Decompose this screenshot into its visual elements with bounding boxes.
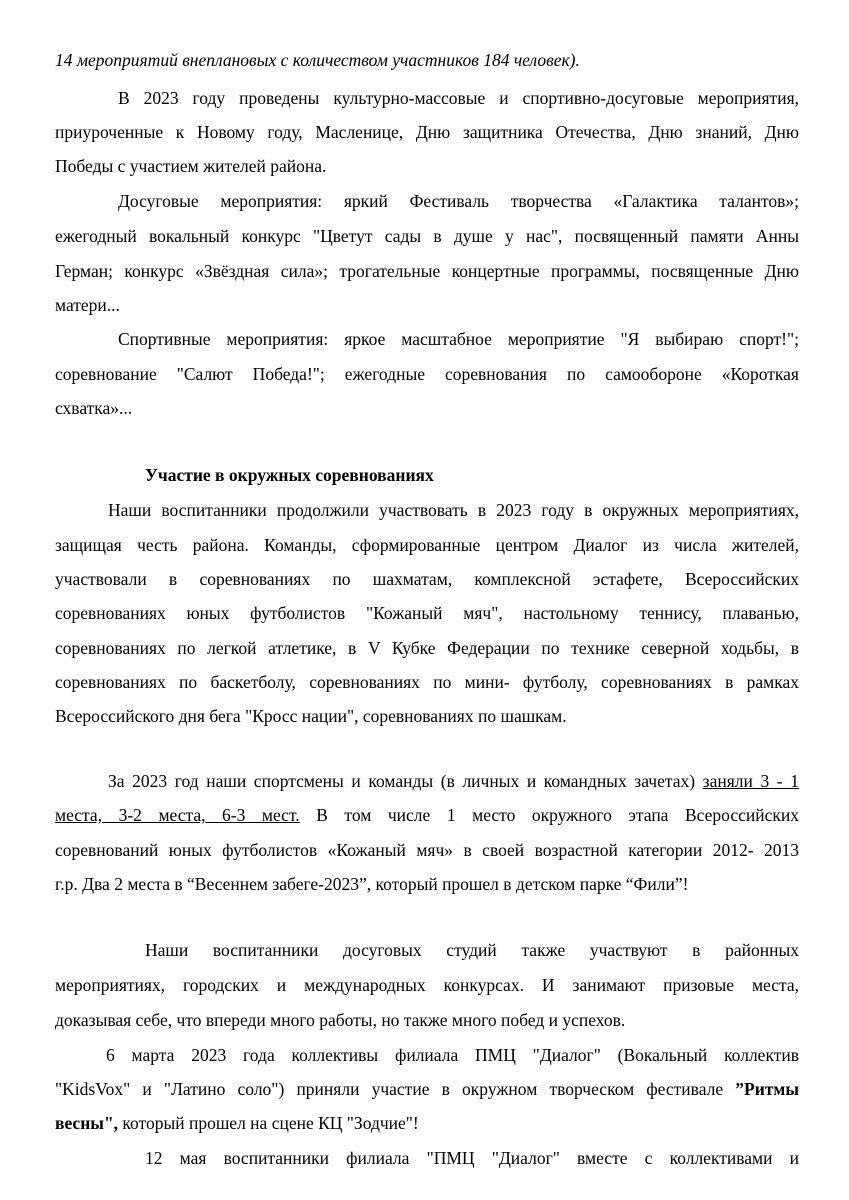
festival-name-bold-cont: весны", [55,1113,119,1133]
paragraph-competitions-line-7: Всероссийского дня бега "Кросс нации", соревнованиях по шашкам. [55,706,567,726]
paragraph-results-line-1 [108,771,799,791]
paragraph-leisure-line-2: ежегодный вокальный конкурс "Цветут сады в душе у нас", посвященный памяти Анны [55,226,799,246]
paragraph-studios-line-2: мероприятиях, городских и международных конкурсах. И занимают призовые места, [55,975,799,995]
paragraph-studios-line-1: Наши воспитанники досуговых студий также участвуют в районных [145,940,799,960]
paragraph-competitions-line-4: соревнованиях юных футболистов "Кожаный мяч", настольному теннису, плаванью, [55,603,799,623]
intro-fragment-line: 14 мероприятий внеплановых с количеством участников 184 человек). [55,50,580,70]
paragraph-competitions-line-3: участвовали в соревнованиях по шахматам, комплексной эстафете, Всероссийских [55,569,799,589]
paragraph-leisure-line-3: Герман; конкурс «Звёздная сила»; трогательные концертные программы, посвященные Дню [55,261,799,281]
paragraph-sport-line-2: соревнование "Салют Победа!"; ежегодные соревнования по самообороне «Короткая [55,364,799,384]
paragraph-results-line-2 [55,805,799,825]
paragraph-competitions-line-5: соревнованиях по легкой атлетике, в V Кубке Федерации по технике северной ходьбы, в [55,638,799,658]
paragraph-events-line-2: приуроченные к Новому году, Масленице, Дню защитника Отечества, Дню знаний, Дню [55,122,799,142]
results-text: За 2023 год наши спортсмены и команды (в личных и командных зачетах) [108,771,703,791]
paragraph-results-line-3: соревнований юных футболистов «Кожаный мяч» в своей возрастной категории 2012- 2013 [55,840,799,860]
paragraph-competitions-line-6: соревнованиях по баскетболу, соревнованиях по мини- футболу, соревнованиях в рамках [55,672,799,692]
paragraph-competitions-line-2: защищая честь района. Команды, сформированные центром Диалог из числа жителей, [55,535,799,555]
paragraph-sport-line-1: Спортивные мероприятия: яркое масштабное мероприятие "Я выбираю спорт!"; [118,329,799,349]
paragraph-events-line-1: В 2023 году проведены культурно-массовые и спортивно-досуговые мероприятия, [118,88,799,108]
paragraph-may-line-1: 12 мая воспитанники филиала "ПМЦ "Диалог" вместе с коллективами и [145,1148,799,1168]
paragraph-festival-line-2 [55,1079,799,1099]
paragraph-leisure-line-4: матери... [55,295,120,315]
paragraph-events-line-3: Победы с участием жителей района. [55,156,327,176]
results-text-cont: В том числе 1 место окружного этапа Всероссийских [299,805,799,825]
paragraph-results-line-4: г.р. Два 2 места в “Весеннем забеге-2023”, который прошел в детском парке “Фили”! [55,874,689,894]
paragraph-sport-line-3: схватка»... [55,398,133,418]
paragraph-leisure-line-1: Досуговые мероприятия: яркий Фестиваль творчества «Галактика талантов»; [118,191,799,211]
paragraph-studios-line-3: доказывая себе, что впереди много работы, но также много побед и успехов. [55,1010,626,1030]
results-places-underlined-cont: места, 3-2 места, 6-3 мест. [55,805,300,825]
festival-name-bold: ”Ритмы [735,1079,799,1099]
paragraph-competitions-line-1: Наши воспитанники продолжили участвовать в 2023 году в окружных мероприятиях, [108,500,799,520]
festival-text: "KidsVox" и "Латино соло") приняли участие в окружном творческом фестивале [55,1079,736,1099]
section-heading: Участие в окружных соревнованиях [145,465,434,485]
results-places-underlined: заняли 3 - 1 [702,771,799,791]
paragraph-festival-line-1: 6 марта 2023 года коллективы филиала ПМЦ "Диалог" (Вокальный коллектив [106,1045,799,1065]
festival-text-cont: который прошел на сцене КЦ "Зодчие"! [118,1113,419,1133]
paragraph-festival-line-3 [55,1113,419,1133]
